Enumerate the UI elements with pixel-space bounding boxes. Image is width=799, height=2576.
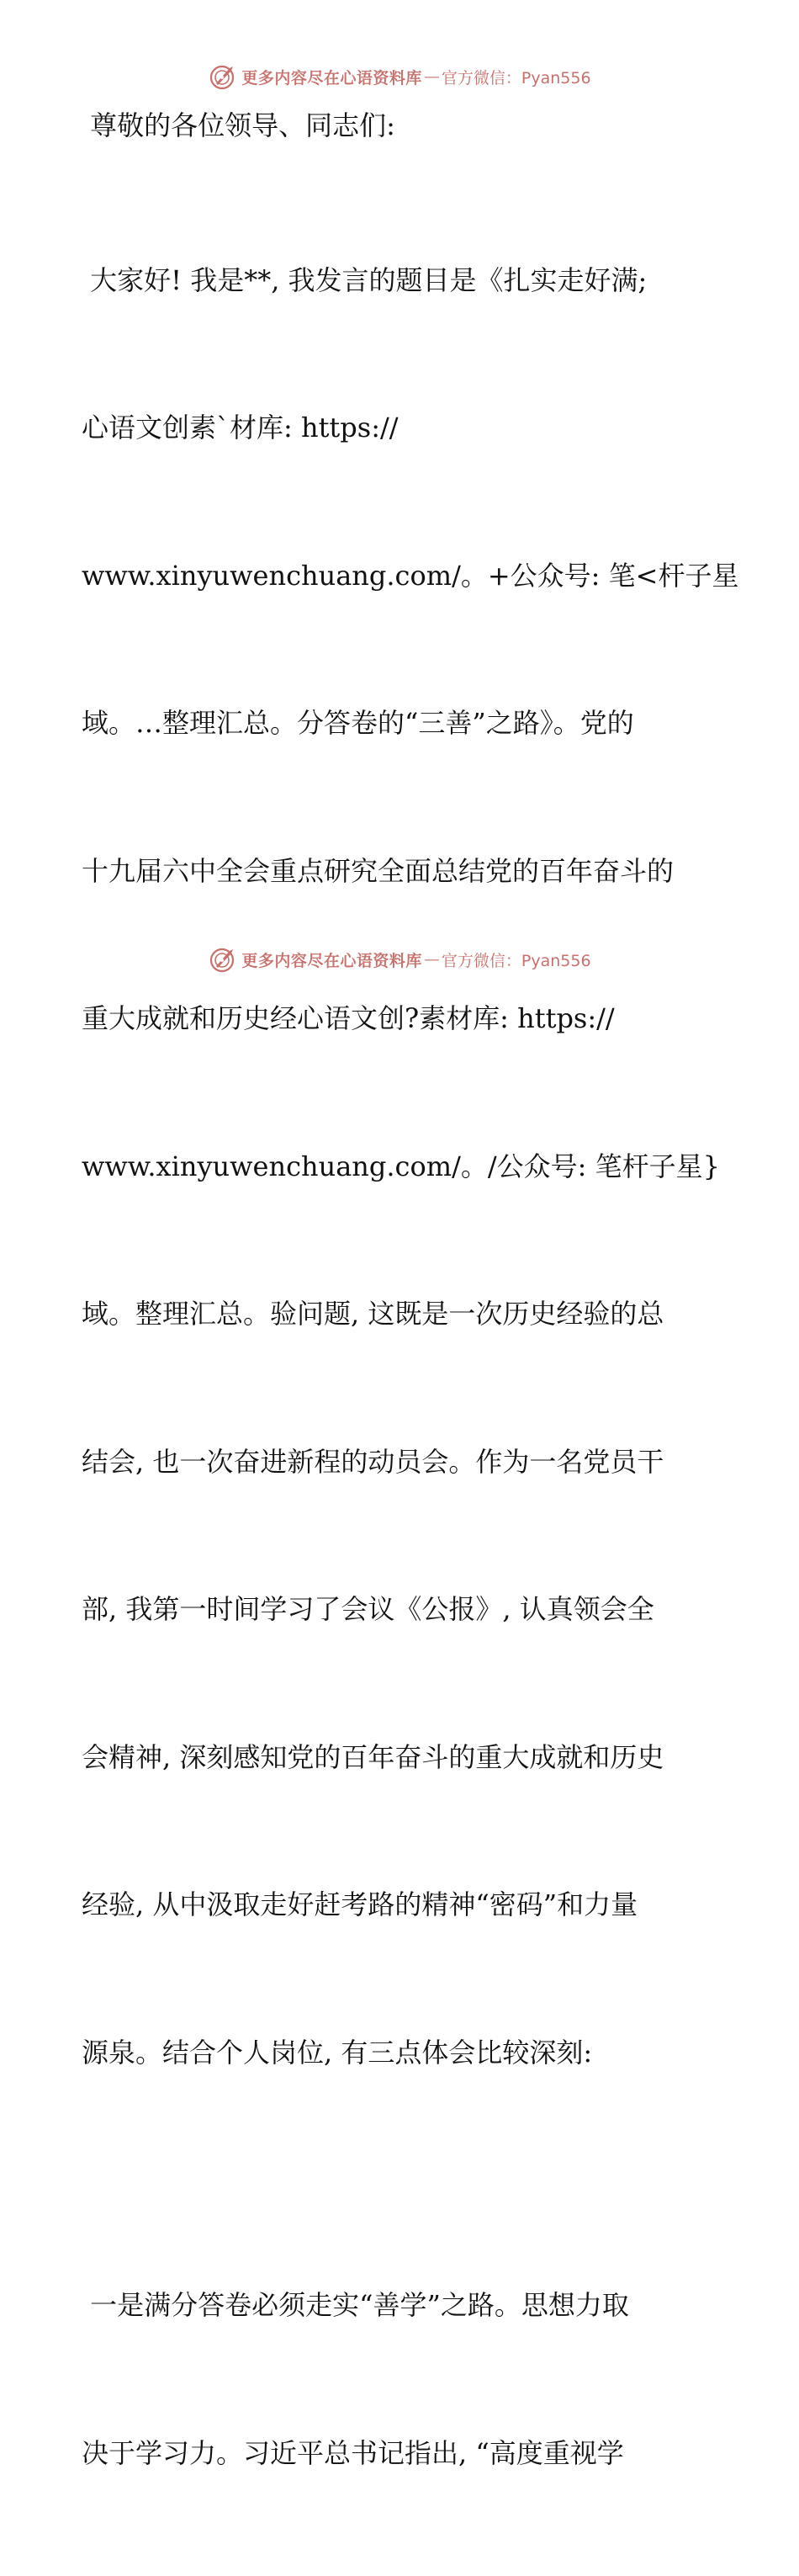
paragraph-2 bbox=[82, 2182, 729, 2576]
text-line: 一是满分答卷必须走实“善学”之路。思想力取 bbox=[82, 2289, 629, 2321]
text-line: 域。整理汇总。验问题, 这既是一次历史经验的总 bbox=[82, 1298, 664, 1330]
text-line: 结会, 也一次奋进新程的动员会。作为一名党员干 bbox=[82, 1445, 664, 1478]
text-line: 大家好! 我是**, 我发言的题目是《扎实走好满; bbox=[82, 263, 648, 296]
text-line: 源泉。结合个人岗位, 有三点体会比较深刻: bbox=[82, 2036, 593, 2069]
text-line: 会精神, 深刻感知党的百年奋斗的重大成就和历史 bbox=[82, 1740, 664, 1773]
document-body bbox=[82, 101, 739, 2576]
footer-separator: — bbox=[423, 950, 440, 969]
footer-brand-text: 更多内容尽在心语资料库 bbox=[241, 951, 422, 970]
text-line: www.xinyuwenchuang.com/。+公众号: 笔<杆子星 bbox=[82, 559, 739, 592]
header-contact-text: 官方微信：Pyan556 bbox=[441, 68, 591, 88]
text-line: 经验, 从中汲取走好赶考路的精神“密码”和力量 bbox=[82, 1888, 638, 1920]
header-separator: — bbox=[423, 67, 440, 86]
text-line: 重大成就和历史经心语文创?素材库: https:// bbox=[82, 1002, 615, 1034]
text-line: www.xinyuwenchuang.com/。/公众号: 笔杆子星} bbox=[82, 1150, 720, 1182]
text-line: 域。…整理汇总。分答卷的“三善”之路》。党的 bbox=[82, 707, 634, 739]
footer-banner bbox=[0, 943, 799, 976]
pen-logo-icon bbox=[208, 61, 238, 92]
header-banner bbox=[0, 60, 799, 93]
text-line: 决于学习力。习近平总书记指出, “高度重视学 bbox=[82, 2436, 624, 2469]
footer-contact-text: 官方微信：Pyan556 bbox=[441, 951, 591, 970]
pen-logo-icon bbox=[208, 944, 238, 975]
paragraph-1 bbox=[82, 157, 739, 2176]
header-brand-text: 更多内容尽在心语资料库 bbox=[241, 68, 422, 88]
salutation: 尊敬的各位领导、同志们: bbox=[82, 109, 395, 141]
text-line: 心语文创素`材库: https:// bbox=[82, 412, 399, 443]
text-line: 十九届六中全会重点研究全面总结党的百年奋斗的 bbox=[82, 854, 675, 887]
text-line: 部, 我第一时间学习了会议《公报》, 认真领会全 bbox=[82, 1593, 654, 1625]
